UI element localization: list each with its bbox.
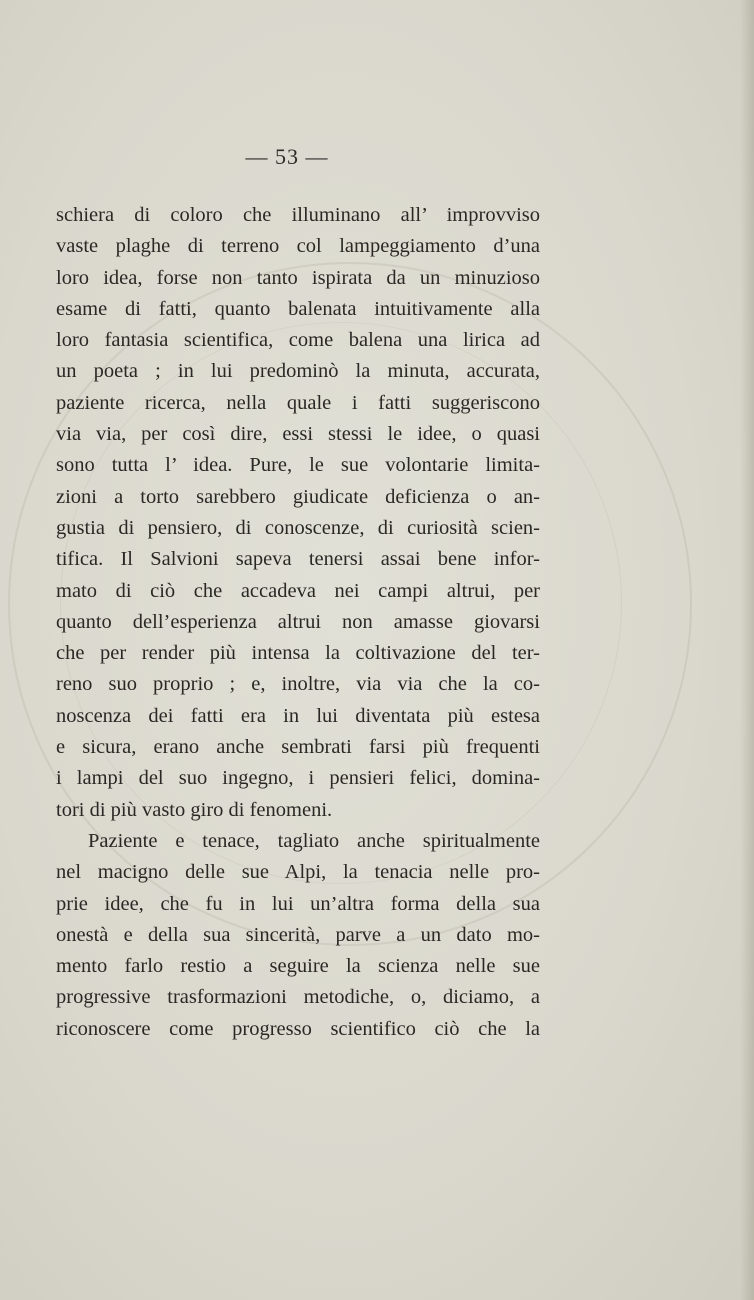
text-line: schiera di coloro che illuminano all’ improvviso [56,204,540,226]
text-line: vaste plaghe di terreno col lampeggiamento d’una [56,235,540,258]
text-line: progressive trasformazioni metodiche, o, diciamo, a [56,986,540,1009]
text-line: gustia di pensiero, di conoscenze, di curiosità scien- [56,516,540,539]
text-line: esame di fatti, quanto balenata intuitivamente alla [56,297,540,320]
text-line: loro fantasia scientifica, come balena una lirica ad [56,329,540,352]
text-line: tori di più vasto giro di fenomeni. [56,798,333,821]
page-number: — 53 — [245,144,329,169]
text-line: Paziente e tenace, tagliato anche spiritualmente [88,829,540,852]
text-line: e sicura, erano anche sembrati farsi più frequenti [56,736,540,759]
text-line: che per render più intensa la coltivazione del ter- [56,642,540,665]
text-line: i lampi del suo ingegno, i pensieri felici, domina- [56,767,540,790]
text-line: mento farlo restio a seguire la scienza nelle sue [56,955,540,978]
text-line: via via, per così dire, essi stessi le idee, o quasi [56,423,540,446]
text-line: riconoscere come progresso scientifico ciò che la [56,1017,540,1040]
text-line: loro idea, forse non tanto ispirata da un minuzioso [56,266,540,289]
text-line: mato di ciò che accadeva nei campi altrui, per [56,579,540,602]
text-line: quanto dell’esperienza altrui non amasse giovarsi [56,610,540,633]
text-line: tifica. Il Salvioni sapeva tenersi assai bene infor- [56,548,540,571]
page-edge-shadow [740,0,754,1300]
paragraph-2 [56,826,540,1045]
text-line: sono tutta l’ idea. Pure, le sue volontarie limita- [56,454,540,477]
text-line: prie idee, che fu in lui un’altra forma della sua [56,892,540,915]
text-line: reno suo proprio ; e, inoltre, via via che la co- [56,673,540,696]
text-line: paziente ricerca, nella quale i fatti suggeriscono [56,391,540,414]
text-line: un poeta ; in lui predominò la minuta, accurata, [56,360,540,383]
paragraph-1 [56,200,540,826]
text-line: zioni a torto sarebbero giudicate deficienza o an- [56,485,540,508]
text-line: nel macigno delle sue Alpi, la tenacia nelle pro- [56,861,540,884]
text-line: onestà e della sua sincerità, parve a un dato mo- [56,923,540,946]
text-line: noscenza dei fatti era in lui diventata più estesa [56,704,540,727]
body-text [56,200,540,1045]
